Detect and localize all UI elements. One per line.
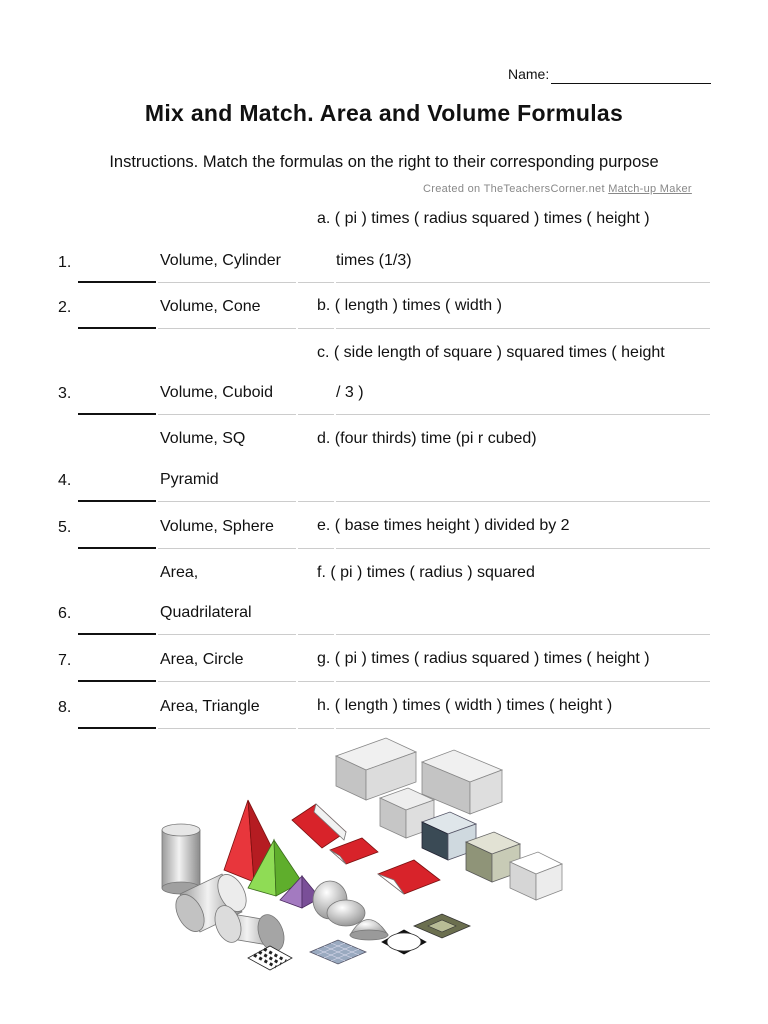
purpose-volume-sq-pyramid-line2: Pyramid	[160, 471, 219, 488]
purpose-area-triangle: Area, Triangle	[160, 698, 260, 715]
divider	[336, 728, 710, 729]
cube-shape	[510, 852, 562, 900]
divider	[336, 681, 710, 682]
credit-link[interactable]: Match-up Maker	[608, 183, 692, 195]
formula-a-line1: a. ( pi ) times ( radius squared ) times ( height )	[317, 210, 650, 227]
credit-text	[423, 183, 692, 195]
purpose-volume-sphere: Volume, Sphere	[160, 518, 274, 535]
item-number: 3.	[58, 385, 72, 402]
grid-parallelogram-shape	[310, 940, 366, 964]
name-field-line[interactable]	[551, 83, 711, 84]
formula-e: e. ( base times height ) divided by 2	[317, 517, 570, 534]
diamond-square-shape	[414, 914, 470, 938]
answer-blank-6[interactable]	[78, 633, 156, 635]
cylinder-shape	[162, 824, 200, 894]
divider	[158, 414, 296, 415]
formula-c-line2: / 3 )	[336, 384, 364, 401]
item-number: 1.	[58, 254, 72, 271]
triangular-prism-shape	[330, 838, 378, 864]
divider	[298, 681, 334, 682]
item-number: 7.	[58, 652, 72, 669]
divider	[336, 328, 710, 329]
formula-b: b. ( length ) times ( width )	[317, 297, 502, 314]
divider	[336, 548, 710, 549]
purpose-area-quadrilateral-line2: Quadrilateral	[160, 604, 252, 621]
purpose-area-circle: Area, Circle	[160, 651, 244, 668]
divider	[336, 414, 710, 415]
formula-f: f. ( pi ) times ( radius ) squared	[317, 564, 535, 581]
divider	[158, 282, 296, 283]
purpose-volume-sq-pyramid-line1: Volume, SQ	[160, 430, 246, 447]
formula-g: g. ( pi ) times ( radius squared ) times ( height )	[317, 650, 650, 667]
answer-blank-2[interactable]	[78, 327, 156, 329]
item-number: 8.	[58, 699, 72, 716]
answer-blank-5[interactable]	[78, 547, 156, 549]
formula-h: h. ( length ) times ( width ) times ( height )	[317, 697, 613, 714]
divider	[336, 501, 710, 502]
item-number: 6.	[58, 605, 72, 622]
formula-a-line2: times (1/3)	[336, 252, 412, 269]
divider	[298, 728, 334, 729]
divider	[158, 634, 296, 635]
formula-c-line1: c. ( side length of square ) squared times ( height	[317, 344, 665, 361]
divider	[158, 328, 296, 329]
divider	[158, 728, 296, 729]
answer-blank-7[interactable]	[78, 680, 156, 682]
formula-d: d. (four thirds) time (pi r cubed)	[317, 430, 537, 447]
divider	[158, 681, 296, 682]
answer-blank-8[interactable]	[78, 727, 156, 729]
purpose-area-quadrilateral-line1: Area,	[160, 564, 199, 581]
item-number: 2.	[58, 299, 72, 316]
divider	[158, 501, 296, 502]
divider	[298, 548, 334, 549]
instructions-text: Instructions. Match the formulas on the right to their corresponding purpose	[109, 153, 659, 171]
answer-blank-3[interactable]	[78, 413, 156, 415]
divider	[298, 501, 334, 502]
credit-prefix: Created on TheTeachersCorner.net	[423, 183, 605, 195]
divider	[298, 328, 334, 329]
divider	[298, 282, 334, 283]
answer-blank-4[interactable]	[78, 500, 156, 502]
divider	[336, 282, 710, 283]
answer-blank-1[interactable]	[78, 281, 156, 283]
divider	[298, 634, 334, 635]
purpose-volume-cuboid: Volume, Cuboid	[160, 384, 273, 401]
page-title: Mix and Match. Area and Volume Formulas	[144, 100, 624, 126]
lying-cylinder-shape	[210, 902, 289, 955]
divider	[298, 414, 334, 415]
name-label: Name:	[508, 66, 550, 82]
item-number: 4.	[58, 472, 72, 489]
purpose-volume-cone: Volume, Cone	[160, 298, 261, 315]
triangular-prism-shape	[292, 804, 346, 848]
divider	[336, 634, 710, 635]
sphere-shape	[327, 900, 365, 926]
checkerboard-square-shape	[248, 946, 292, 970]
purpose-volume-cylinder: Volume, Cylinder	[160, 252, 281, 269]
triangular-prism-shape	[378, 860, 440, 894]
circle-in-square-shape	[382, 930, 426, 954]
item-number: 5.	[58, 519, 72, 536]
geometric-shapes-illustration	[150, 732, 570, 977]
divider	[158, 548, 296, 549]
